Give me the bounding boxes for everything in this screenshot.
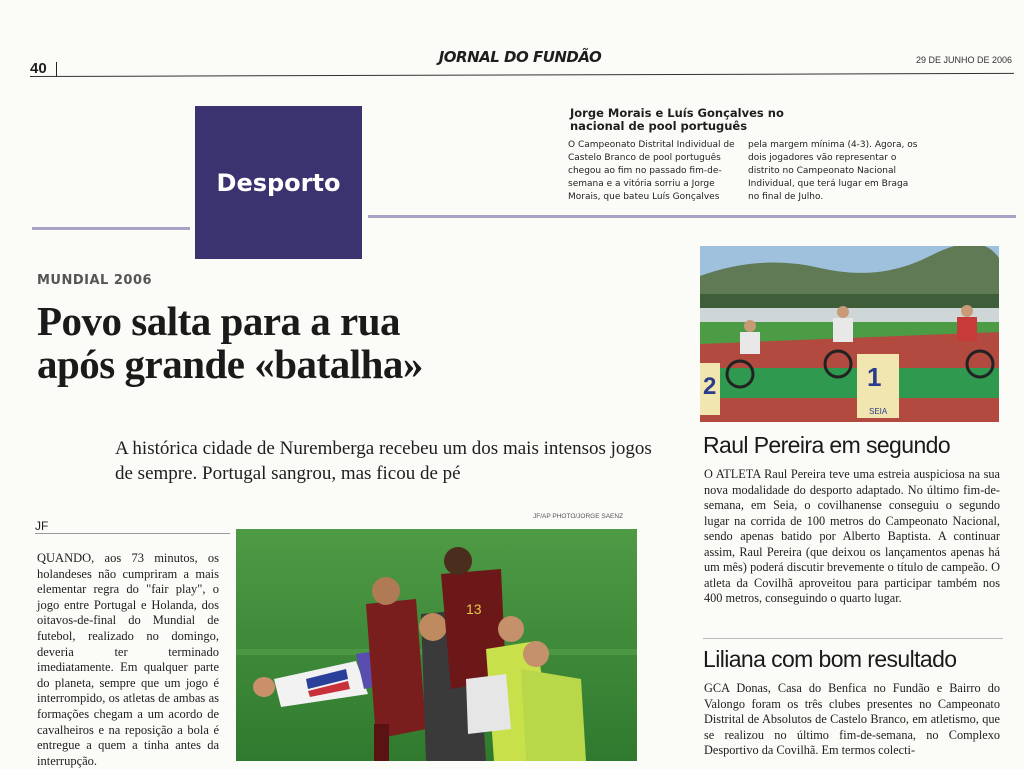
byline-rule xyxy=(35,533,230,534)
wheelchair-race-photo xyxy=(700,246,999,422)
section-label xyxy=(195,106,362,259)
side-story-2-body: GCA Donas, Casa do Benfica no Fundão e Bairro do Valongo foram os três clubes presentes no Campeonato Distrital de Absolutos de Castelo Branco, em atletismo, que se realizou no último fim-de-semana, no Complexo Desportivo da Covilhã. Em termos colecti- xyxy=(704,681,1000,757)
wheelchair-race-art xyxy=(700,246,999,422)
podium-1-label: 1 xyxy=(867,362,882,392)
headline-line-2: após grande «batalha» xyxy=(37,341,423,387)
page-number-divider xyxy=(56,62,57,76)
article-lead: A histórica cidade de Nuremberga recebeu um dos mais intensos jogos de sempre. Portugal sangrou, mas ficou de pé xyxy=(115,438,652,484)
svg-text:13: 13 xyxy=(466,601,482,617)
article-byline: JF xyxy=(35,519,49,533)
side-story-divider xyxy=(703,638,1003,639)
article-kicker: MUNDIAL 2006 xyxy=(37,273,153,288)
header-rule xyxy=(30,73,1014,77)
brief-title: Jorge Morais e Luís Gonçalves no nacional de pool português xyxy=(570,106,784,133)
page-number: 40 xyxy=(30,60,47,77)
newspaper-logo: JORNAL DO FUNDÃO xyxy=(438,48,602,66)
section-rule-right xyxy=(368,215,1016,218)
brief-col-1: O Campeonato Distrital Individual de Castelo Branco de pool português chegou ao fim no passado fim-de-semana e a vitória sorriu a Jorge Morais, que bateu Luís Gonçalves xyxy=(568,140,735,202)
photo-credit: JF/AP PHOTO/JORGE SAENZ xyxy=(533,513,624,520)
headline-line-1: Povo salta para a rua xyxy=(37,298,401,344)
side-story-1-body: O ATLETA Raul Pereira teve uma estreia auspiciosa na sua nova modalidade do desporto adaptado. No último fim-de-semana, em Seia, o covilhanense conseguiu o segundo lugar na corrida de 100 metros do Campeonato Nacional, sendo apenas batido por Alberto Baptista. A continuar assim, Raul Pereira (que deixou os lançamentos apenas há um mês) poderá discutir brevemente o título de campeão. O atleta da Covilhã aproveitou para participar também nos 400 metros, conseguindo o quarto lugar. xyxy=(704,467,1000,605)
podium-sponsor: SEIA xyxy=(869,407,888,416)
football-photo-art xyxy=(236,529,637,761)
article-headline xyxy=(37,300,657,386)
podium-2-label: 2 xyxy=(703,373,717,400)
article-body: QUANDO, aos 73 minutos, os holandeses não cumpriram a mais elementar regra do "fair play", o jogo entre Portugal e Holanda, dos oitavos-de-final do Mundial de futebol, realizado no domingo, deveria ter terminado imediatamente. Em qualquer parte do planeta, sempre que um jogo é interrompido, os atletas de ambas as formações chegam a um acordo de cavalheiros e na reposição a bola é entregue a quem a tinha antes da interrupção. xyxy=(37,551,219,768)
side-story-2-title: Liliana com bom resultado xyxy=(703,646,957,672)
football-photo xyxy=(236,529,637,761)
side-story-1-title: Raul Pereira em segundo xyxy=(703,432,951,458)
issue-date: 29 DE JUNHO DE 2006 xyxy=(915,55,1012,65)
section-rule-left xyxy=(32,227,190,230)
brief-col-2: pela margem mínima (4-3). Agora, os dois jogadores vão representar o distrito no Campeonato Nacional Individual, que terá lugar em Braga no final de Julho. xyxy=(748,140,918,202)
section-label-text: Desporto xyxy=(216,168,341,197)
